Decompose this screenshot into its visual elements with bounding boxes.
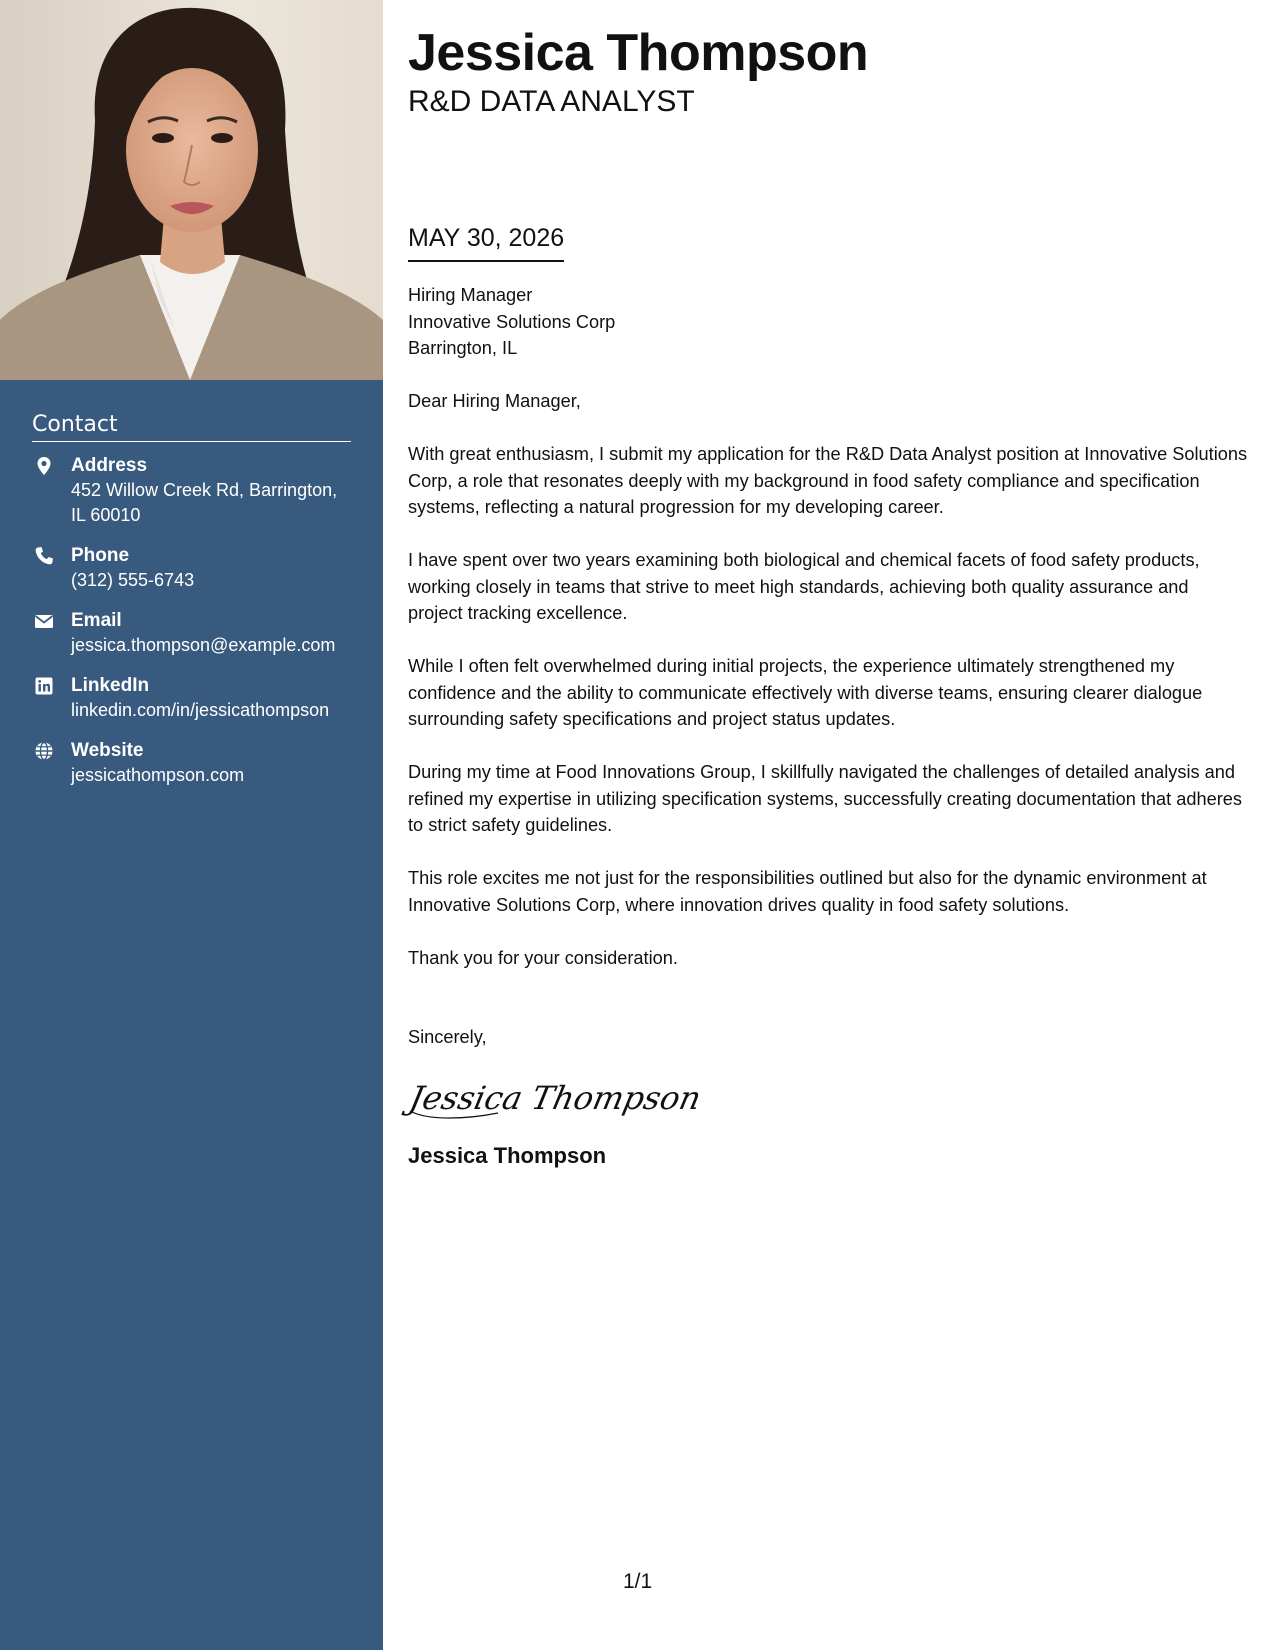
linkedin-value[interactable]: linkedin.com/in/jessicathompson bbox=[71, 700, 330, 720]
contact-heading: Contact bbox=[32, 412, 351, 442]
signature-text: Jessica Thompson bbox=[406, 1078, 705, 1117]
applicant-name: Jessica Thompson bbox=[408, 24, 869, 82]
paragraph: Thank you for your consideration. bbox=[408, 947, 678, 968]
contact-email bbox=[32, 609, 351, 658]
phone-icon bbox=[34, 546, 54, 566]
address-value: 452 Willow Creek Rd, Barrington, IL 60010 bbox=[71, 480, 338, 525]
website-label: Website bbox=[71, 740, 144, 761]
recipient-location: Barrington, IL bbox=[408, 338, 518, 358]
contact-address bbox=[32, 454, 351, 528]
email-label: Email bbox=[71, 610, 122, 631]
linkedin-icon bbox=[34, 676, 54, 696]
linkedin-label: LinkedIn bbox=[71, 675, 150, 696]
recipient-block bbox=[408, 282, 1248, 362]
website-value[interactable]: jessicathompson.com bbox=[71, 765, 245, 785]
page-number: 1/1 bbox=[623, 1570, 653, 1593]
contact-phone bbox=[32, 544, 351, 593]
paragraph: During my time at Food Innovations Group, I skillfully navigated the challenges of detailed analysis and refined my expertise in utilizing specification systems, successfully creating documentation that adheres to strict safety guidelines. bbox=[408, 762, 1242, 835]
closing: Sincerely, bbox=[408, 1027, 487, 1047]
signed-name: Jessica Thompson bbox=[408, 1142, 607, 1168]
map-pin-icon bbox=[34, 456, 54, 476]
contact-website bbox=[32, 739, 351, 788]
globe-icon bbox=[34, 741, 54, 761]
recipient-title: Hiring Manager bbox=[408, 285, 533, 305]
address-label: Address bbox=[71, 455, 148, 476]
applicant-role: R&D DATA ANALYST bbox=[408, 85, 695, 118]
handwritten-signature bbox=[406, 1071, 705, 1125]
salutation: Dear Hiring Manager, bbox=[408, 391, 581, 411]
envelope-icon bbox=[34, 611, 54, 631]
phone-value[interactable]: (312) 555-6743 bbox=[71, 570, 195, 590]
contact-linkedin bbox=[32, 674, 351, 723]
email-value[interactable]: jessica.thompson@example.com bbox=[71, 635, 336, 655]
paragraph: I have spent over two years examining both biological and chemical facets of food safety products, working closely in teams that strive to meet high standards, achieving both quality assurance and project tracking excellence. bbox=[408, 550, 1200, 623]
letter-date: MAY 30, 2026 bbox=[408, 222, 564, 262]
sidebar bbox=[0, 0, 383, 1650]
letter-body bbox=[408, 282, 1248, 1196]
contact-section bbox=[32, 412, 351, 804]
phone-label: Phone bbox=[71, 545, 130, 566]
recipient-company: Innovative Solutions Corp bbox=[408, 311, 616, 332]
paragraph: While I often felt overwhelmed during initial projects, the experience ultimately strengthened my confidence and the ability to communicate effectively with diverse teams, ensuring clearer dialogue surrounding safety specifications and project status updates. bbox=[408, 656, 1203, 729]
paragraph: With great enthusiasm, I submit my application for the R&D Data Analyst position at Innovative Solutions Corp, a role that resonates deeply with my background in food safety compliance and specification systems, reflecting a natural progression for my developing career. bbox=[408, 444, 1248, 517]
paragraph: This role excites me not just for the responsibilities outlined but also for the dynamic environment at Innovative Solutions Corp, where innovation drives quality in food safety solutions. bbox=[408, 868, 1207, 915]
profile-photo bbox=[0, 0, 383, 380]
